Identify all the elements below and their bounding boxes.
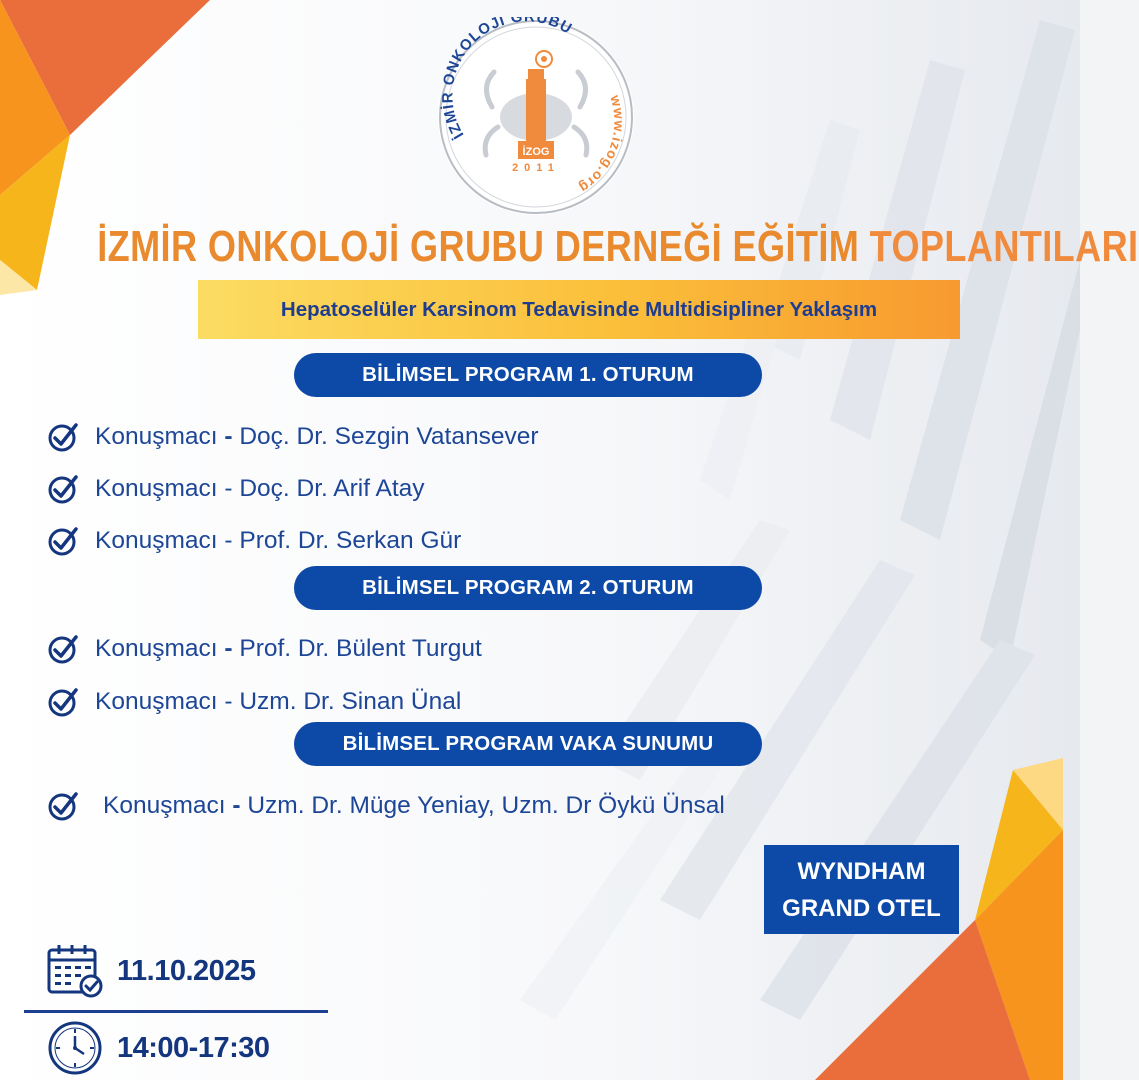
check-circle-icon <box>47 686 79 718</box>
speaker-row <box>47 472 425 506</box>
main-title-part1: İZMİR ONKOLOJİ GRUBU DERNEĞİ EĞİTİM <box>97 222 860 271</box>
check-circle-icon <box>47 790 79 822</box>
divider <box>24 1010 328 1013</box>
svg-text:2011: 2011 <box>512 162 560 174</box>
svg-text:www.izog.org: www.izog.org <box>575 93 628 197</box>
speaker-text: Konuşmacı - Prof. Dr. Serkan Gür <box>95 527 462 554</box>
svg-text:İZOG: İZOG <box>522 146 550 158</box>
speaker-text: Konuşmacı - Uzm. Dr. Müge Yeniay, Uzm. Dr Öykü Ünsal <box>103 792 725 819</box>
speaker-text: Konuşmacı - Doç. Dr. Arif Atay <box>95 475 425 502</box>
venue-line2: GRAND OTEL <box>782 894 941 922</box>
session-1-header: BİLİMSEL PROGRAM 1. OTURUM <box>294 353 762 397</box>
subtitle-banner <box>198 280 960 339</box>
session-2-header: BİLİMSEL PROGRAM 2. OTURUM <box>294 566 762 610</box>
svg-text:İZMİR ONKOLOJİ GRUBU: İZMİR ONKOLOJİ G UBU <box>439 17 576 142</box>
calendar-icon <box>47 944 103 998</box>
speaker-text: Konuşmacı - Prof. Dr. Bülent Turgut <box>95 635 482 662</box>
check-circle-icon <box>47 633 79 665</box>
speaker-row <box>47 789 725 823</box>
speaker-row <box>47 685 461 719</box>
speaker-row <box>47 420 539 454</box>
check-circle-icon <box>47 473 79 505</box>
speaker-row <box>47 524 461 558</box>
session-case-header: BİLİMSEL PROGRAM VAKA SUNUMU <box>294 722 762 766</box>
event-time: 14:00-17:30 <box>117 1031 270 1064</box>
speaker-row <box>47 632 482 666</box>
main-title <box>97 222 1139 272</box>
speaker-text: Konuşmacı - Uzm. Dr. Sinan Ünal <box>95 688 462 715</box>
izog-logo <box>432 17 640 217</box>
date-row <box>47 945 256 997</box>
event-date: 11.10.2025 <box>117 954 256 987</box>
main-title-part2: TOPLANTILARI <box>869 222 1139 271</box>
clock-icon <box>47 1020 103 1076</box>
check-circle-icon <box>47 525 79 557</box>
speaker-text: Konuşmacı - Doç. Dr. Sezgin Vatansever <box>95 423 539 450</box>
subtitle-text: Hepatoselüler Karsinom Tedavisinde Multidisipliner Yaklaşım <box>280 297 878 321</box>
venue-box <box>764 845 959 934</box>
time-row <box>47 1019 270 1077</box>
check-circle-icon <box>47 421 79 453</box>
venue-line1: WYNDHAM <box>797 857 926 885</box>
